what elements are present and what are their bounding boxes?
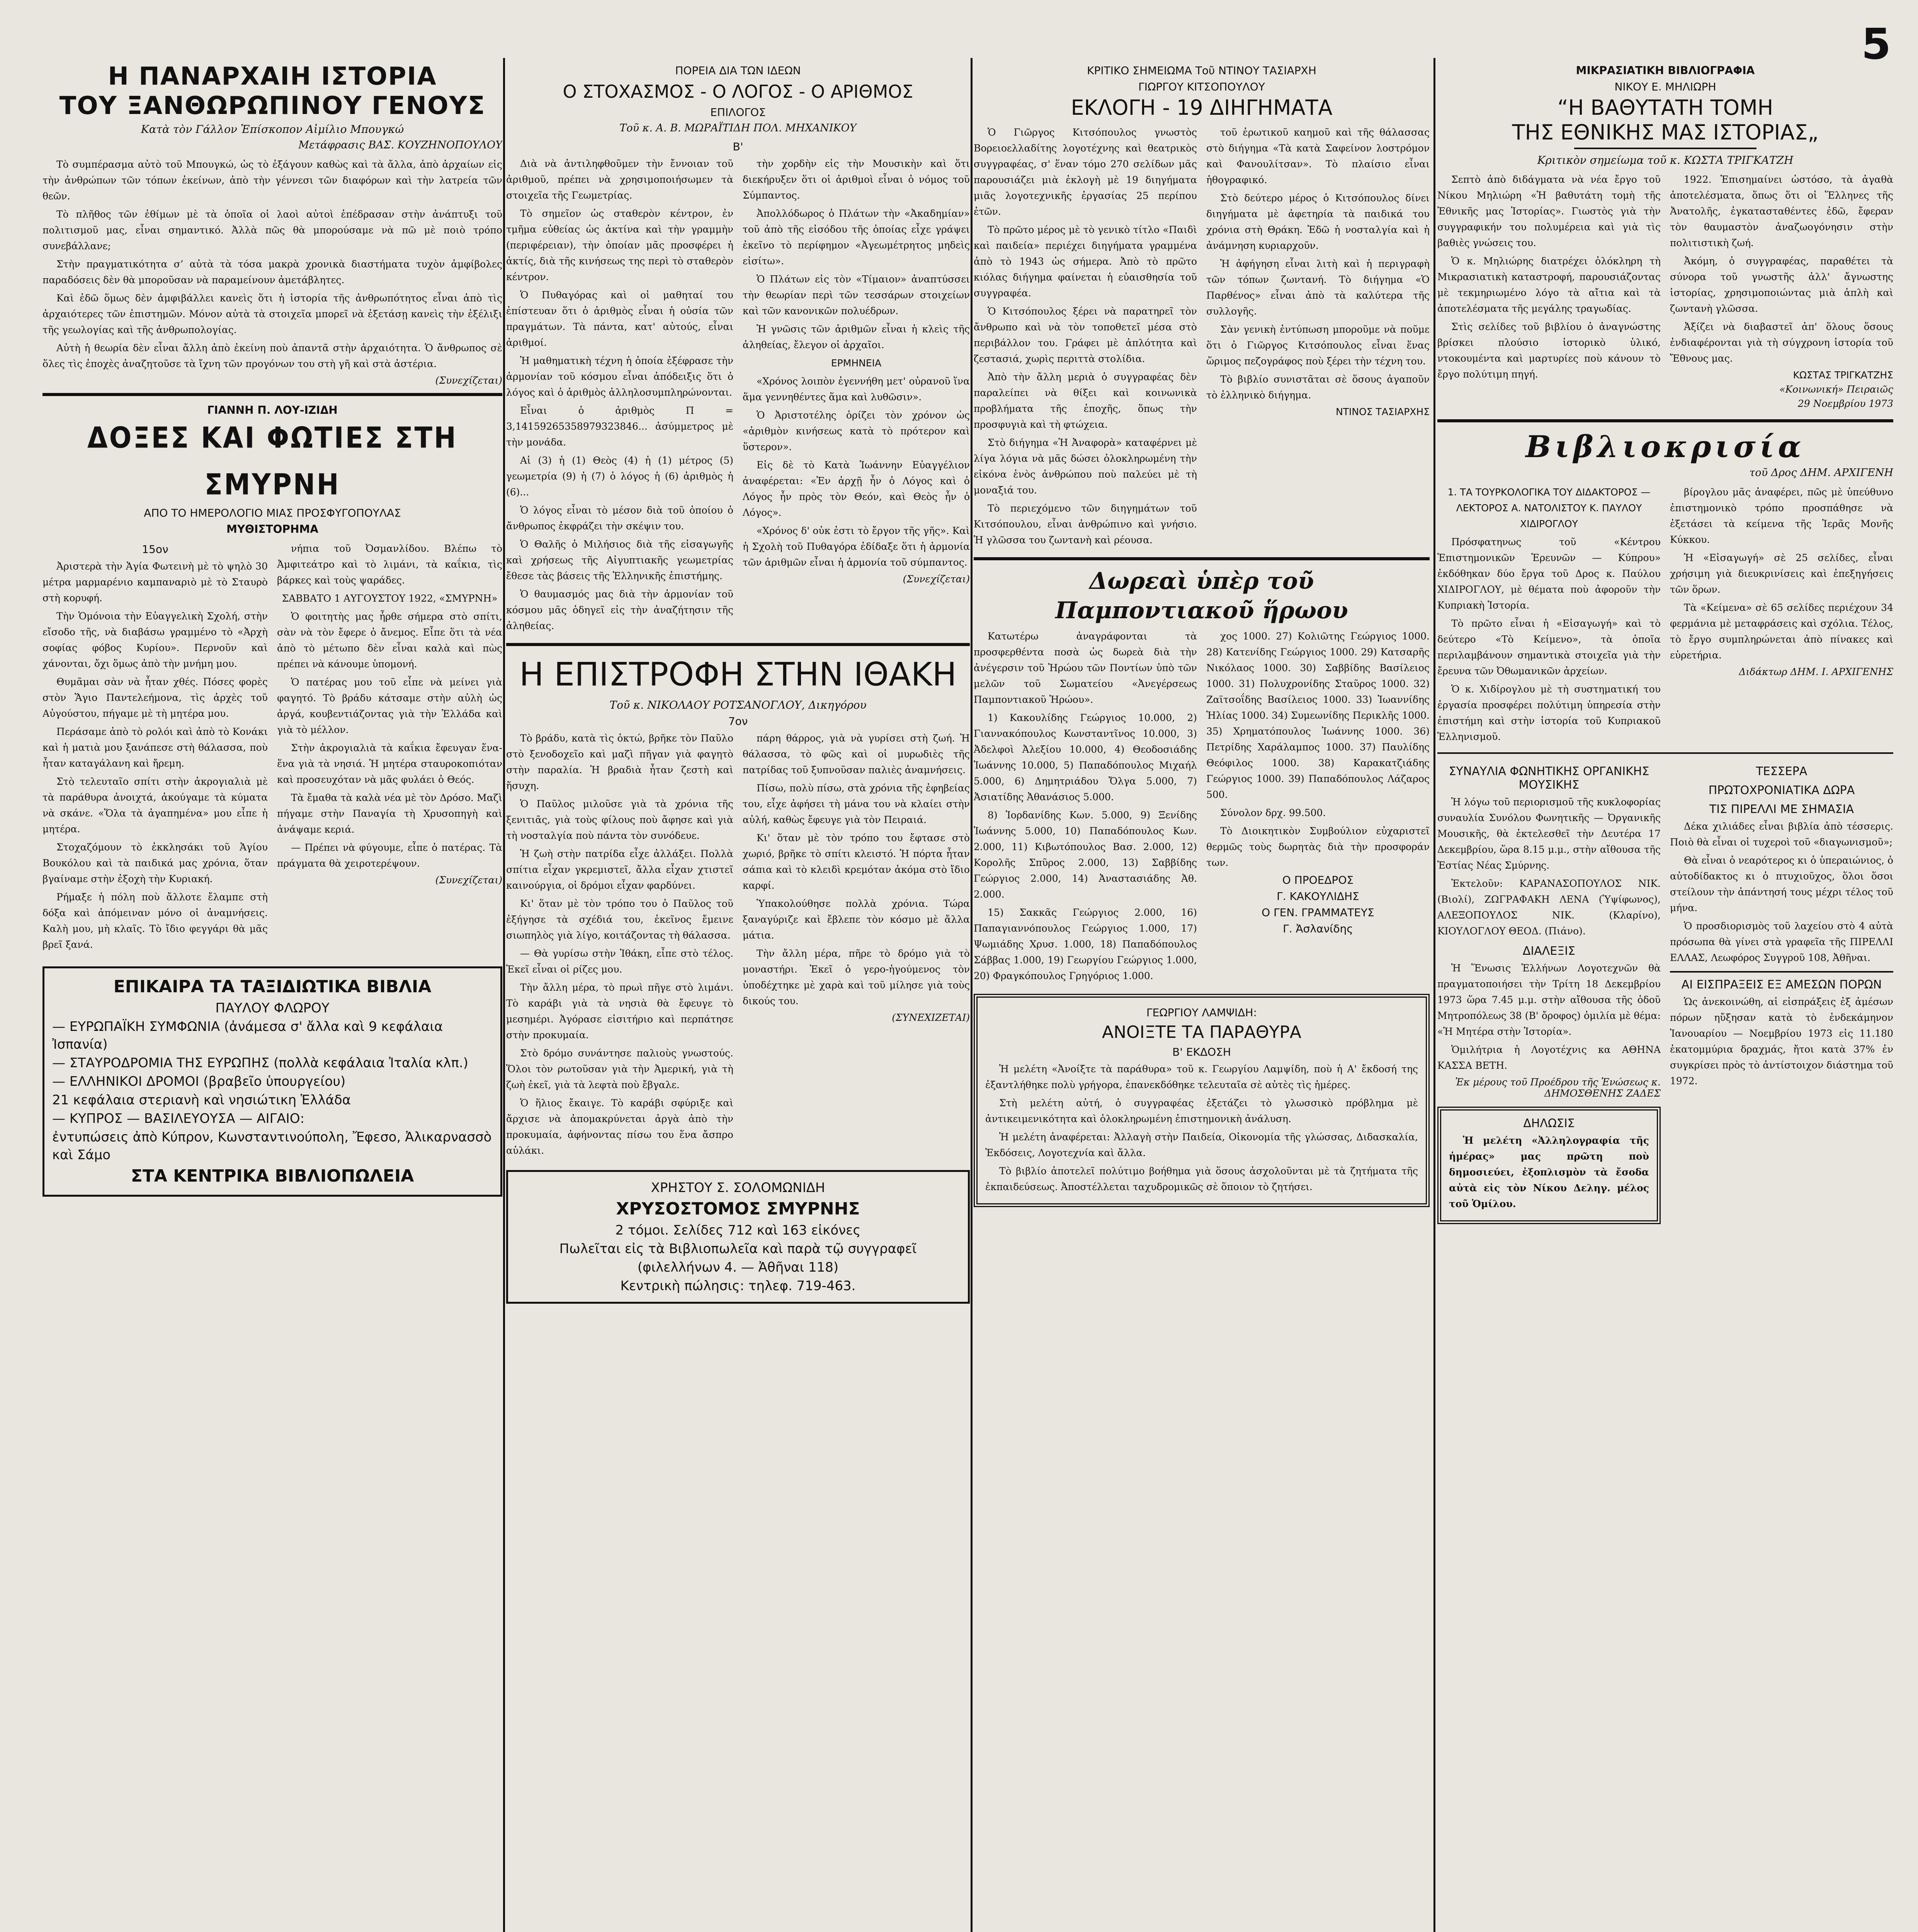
author: Τοῦ κ. Α. Β. ΜΩΡΑΪΤΙΔΗ ΠΟΛ. ΜΗΧΑΝΙΚΟΥ [619, 122, 857, 134]
headline: Η ΠΑΝΑΡΧΑΙΗ ΙΣΤΟΡΙΑ [108, 62, 437, 91]
paragraph: τοῦ ἐρωτικοῦ καημοῦ καὶ τῆς θάλασσας στὸ διήγημα «Τὰ κατὰ Σαφείνον λοστρόμον καὶ Φανουλίτσαν». Τὸ πλαίσιο εἶναι ἡθογραφικό. [1206, 127, 1430, 185]
paragraph: Σὰν γενικὴ ἐντύπωση μποροῦμε νὰ ποῦμε ὅτι ὁ Γιῶργος Κιτσόπουλος εἶναι ἕνας ὥριμος πεζογράφος ποὺ ξέρει τὴν τέχνη του. [1206, 324, 1430, 367]
sign-title: Ο ΓΕΝ. ΓΡΑΜΜΑΤΕΥΣ [1262, 906, 1374, 919]
paragraph: Ὁ προσδιορισμὸς τοῦ λαχείου στὸ 4 αὐτὰ πρόσωπα θὰ γίνει στὰ γραφεῖα τῆς ΠΙΡΕΛΛΙ ΕΛΛΑΣ, Λεωφόρος Συγγροῦ 108, Ἀθῆναι. [1670, 920, 1893, 963]
headline: Ο ΣΤΟΧΑΣΜΟΣ - Ο ΛΟΓΟΣ - Ο ΑΡΙΘΜΟΣ [563, 81, 913, 102]
notice-title: ΔΗΛΩΣΙΣ [1523, 1117, 1575, 1130]
paragraph: Αὐτὴ ἡ θεωρία δὲν εἶναι ἄλλη ἀπὸ ἐκείνη ποὺ ἀπαντᾶ στὴν ἀρχαιότητα. Ὁ ἄνθρωπος σὲ ὅλες τὶς ἐποχὲς ἀναζητοῦσε τὰ ἴχνη τῶν προγόνων του στὴ γῆ καὶ στὰ ἀστέρια. [43, 342, 502, 369]
episode: 15ον [142, 543, 168, 556]
gifts-subtitle: ΤΙΣ ΠΙΡΕΛΛΙ ΜΕ ΣΗΜΑΣΙΑ [1709, 803, 1854, 816]
paragraph: «Χρόνος λοιπὸν ἐγεννήθη μετ' οὐρανοῦ ἵνα ἅμα γεννηθέντες ἅμα καὶ λυθῶσιν». [743, 376, 970, 403]
paragraph: Θυμᾶμαι σὰν νὰ ἦταν χθές. Πόσες φορὲς στὸν Ἅγιο Παντελεήμονα, τὶς ἀρχὲς τοῦ Αὐγούστου, πήγαμε μὲ τὴ μητέρα μου. [43, 676, 268, 719]
author: Τοῦ κ. ΝΙΚΟΛΑΟΥ ΡΟΤΣΑΝΟΓΛΟΥ, Δικηγόρου [609, 699, 867, 711]
paragraph: Ὁ κ. Μηλιώρης διατρέχει ὁλόκληρη τὴ Μικρασιατικὴ καταστροφή, παρουσιάζοντας μὲ τεκμηριωμένο λόγο τὰ αἴτια καὶ τὰ ἀποτελέσματα τῆς μεγάλης τραγωδίας. [1437, 255, 1661, 314]
paragraph: — Θὰ γυρίσω στὴν Ἰθάκη, εἶπε στὸ τέλος. Ἐκεῖ εἶναι οἱ ρίζες μου. [506, 948, 733, 975]
signature-place: «Κοινωνική» Πειραιῶς [1779, 384, 1893, 395]
ad-line: Πωλεῖται εἰς τὰ Βιβλιοπωλεῖα καὶ παρὰ τῷ συγγραφεῖ [559, 1241, 917, 1257]
ad-item: — ΕΛΛΗΝΙΚΟΙ ΔΡΟΜΟΙ (βραβεῖο ὑπουργείου) [52, 1074, 346, 1089]
box-author: ΓΕΩΡΓΙΟΥ ΛΑΜΨΙΔΗ: [1146, 1006, 1257, 1019]
paragraph: Ἡ λόγω τοῦ περιορισμοῦ τῆς κυκλοφορίας συναυλία Συνόλου Φωνητικῆς — Ὀργανικῆς Μουσικῆς, θὰ ἐκτελεσθεῖ τὴν Δευτέρα 17 Δεκεμβρίου, ὥρα 8.15 μ.μ., στὴν αἴθουσα τῆς Ἑστίας Νέας Σμύρνης. [1437, 796, 1661, 871]
paragraph: Ὁ Πυθαγόρας καὶ οἱ μαθηταί του ἐπίστευαν ὅτι ὁ ἀριθμὸς εἶναι ἡ οὐσία τῶν πραγμάτων. Τὰ πάντα, κατ' αὐτούς, εἶναι ἀριθμοί. [506, 289, 733, 348]
paragraph: Ὁ πατέρας μου τοῦ εἶπε νὰ μείνει γιὰ φαγητό. Τὸ βράδυ κάτσαμε στὴν αὐλὴ ὡς ἀργά, κουβεντιάζοντας γιὰ τὴν Ἑλλάδα καὶ γιὰ τὸ μέλλον. [277, 677, 502, 735]
section-title: Βιβλιοκρισία [1525, 429, 1805, 464]
subtitle: Κατὰ τὸν Γάλλον Ἐπίσκοπον Αἰμίλιο Μπουγκώ [141, 123, 404, 136]
paragraph: Ἐκτελοῦν: ΚΑΡΑΝΑΣΟΠΟΥΛΟΣ ΝΙΚ. (Βιολί), ΖΩΓΡΑΦΑΚΗ ΛΕΝΑ (Ὑψίφωνος), ΑΛΕΞΟΠΟΥΛΟΣ ΝΙΚ. (Κλαρίνο), ΚΙΟΥΛΟΓΛΟΥ ΘΕΟΔ. (Πιάνο). [1437, 878, 1661, 937]
paragraph: — Πρέπει νὰ φύγουμε, εἶπε ὁ πατέρας. Τὰ πράγματα θὰ χειροτερέψουν. [277, 842, 502, 869]
paragraph: Πρόσφατηνως τοῦ «Κέντρου Ἐπιστημονικῶν Ἐρευνῶν — Κύπρου» ἐκδόθηκαν δύο ἔργα τοῦ Δρος κ. Παύλου ΧΙΔΙΡΟΓΛΟΥ, μὲ θέματα ποὺ ἀφοροῦν τὴν Κυπριακὴ Ἱστορία. [1437, 536, 1661, 611]
ad-item: — ΕΥΡΩΠΑΪΚΗ ΣΥΜΦΩΝΙΑ (ἀνάμεσα σ' ἄλλα καὶ 9 κεφάλαια Ἰσπανία) [52, 1019, 443, 1052]
signature: ΝΤΙΝΟΣ ΤΑΣΙΑΡΧΗΣ [1336, 406, 1430, 417]
paragraph: Ὁ Θαλῆς ὁ Μιλήσιος διὰ τῆς εἰσαγωγῆς καὶ χρήσεως τῆς Αἰγυπτιακῆς γεωμετρίας ἔθεσε τὰς βάσεις τῆς Ἑλληνικῆς ἐπιστήμης. [506, 539, 733, 582]
ad-item: 21 κεφάλαια στεριανὴ καὶ νησιώτικη Ἑλλάδα [52, 1092, 351, 1108]
divider [1670, 971, 1893, 973]
notice-text: Ἡ μελέτη «Ἀλληλογραφία τῆς ἡμέρας» μας πρῶτη ποὺ δημοσιεύει, ἐξοπλισμὸν τὰ ἔσοδα αὐτὰ εἰς τὸν Νίκου Δεληγ. μέλος τοῦ Ὁμίλου. [1449, 1135, 1649, 1209]
paragraph: Περάσαμε ἀπὸ τὸ ρολόι καὶ ἀπὸ τὸ Κονάκι καὶ ἡ ματιὰ μου ξανάπεσε στὴ θάλασσα, ποὺ ἦταν καταγάλανη καὶ ἤρεμη. [43, 726, 268, 769]
paragraph: Κι' ὅταν μὲ τὸν τρόπο του ὁ Παῦλος τοῦ ἐξήγησε τὰ σχέδιά του, ἐκεῖνος ἔμεινε σιωπηλὸς γιὰ λίγο, κοιτάζοντας τὴ θάλασσα. [506, 898, 733, 941]
story-ithaki [506, 653, 970, 1161]
paragraph: Ὁ Πλάτων εἰς τὸν «Τίμαιον» ἀναπτύσσει τὴν θεωρίαν περὶ τῶν τεσσάρων στοιχείων καὶ τῶν κανονικῶν πολυέδρων. [743, 274, 970, 316]
box-edition: Β' ΕΚΔΟΣΗ [1172, 1046, 1231, 1058]
headline-line2: Παμποντιακοῦ ἥρωου [1055, 597, 1348, 624]
travel-books-ad [43, 966, 502, 1197]
paragraph: Ἀπὸ τὴν ἄλλη μεριὰ ὁ συγγραφέας δὲν παραλείπει νὰ θίξει καὶ κοινωνικὰ προβλήματα τῆς ἐποχῆς, ὅπως τὴν προσφυγιὰ καὶ τὴ φτώχεια. [974, 371, 1197, 430]
sign-name: Γ. Ἀσλανίδης [1283, 922, 1353, 935]
divider [1437, 752, 1893, 754]
reviewer: Κριτικὸν σημείωμα τοῦ κ. ΚΩΣΤΑ ΤΡΙΓΚΑΤΖΗ [1537, 154, 1794, 167]
headline: ΕΚΛΟΓΗ - 19 ΔΙΗΓΗΜΑΤΑ [1071, 95, 1333, 120]
continued-note: (Συνεχίζεται) [435, 375, 502, 386]
paragraph: Στὸ δρόμο συνάντησε παλιοὺς γνωστούς. Ὅλοι τὸν ρωτοῦσαν γιὰ τὴν Ἀμερική, γιὰ τὴ ζωὴ ἐκεῖ, γιὰ τὰ λεφτὰ ποὺ ἔβγαλε. [506, 1048, 733, 1090]
continued-note: (Συνεχίζεται) [435, 874, 502, 886]
paragraph: Ὁ φοιτητὴς μας ἦρθε σήμερα στὸ σπίτι, σὰν νὰ τὸν ἔφερε ὁ ἄνεμος. Εἶπε ὅτι τὰ νέα ἀπὸ τὸ μέτωπο δὲν εἶναι καλὰ καὶ πὼς πρέπει νὰ κάνουμε ὑπομονή. [277, 611, 502, 670]
signature: Ἐκ μέρους τοῦ Προέδρου τῆς Ἑνώσεως κ. ΔΗΜΟΣΘΕΝΗΣ ΖΑΔΕΣ [1455, 1077, 1661, 1099]
series-label: ΚΡΙΤΙΚΟ ΣΗΜΕΙΩΜΑ Τοῦ ΝΤΙΝΟΥ ΤΑΣΙΑΡΧΗ [1087, 64, 1316, 77]
smyrni-right [277, 541, 502, 955]
paragraph: Στὴν ἀκρογιαλιὰ τὰ καΐκια ἔφευγαν ἕνα-ἕνα γιὰ τὰ νησιά. Ἡ μητέρα σταυροκοπιόταν καὶ προσευχόταν νὰ μᾶς φυλάει ὁ Θεός. [277, 742, 502, 785]
subtitle: ΑΠΟ ΤΟ ΗΜΕΡΟΛΟΓΙΟ ΜΙΑΣ ΠΡΟΣΦΥΓΟΠΟΥΛΑΣ [144, 507, 401, 519]
ad-line: (φιλελλήνων 4. — Ἀθῆναι 118) [637, 1260, 839, 1275]
series-label: ΠΟΡΕΙΑ ΔΙΑ ΤΩΝ ΙΔΕΩΝ [675, 64, 801, 77]
concert-title: ΣΥΝΑΥΛΙΑ ΦΩΝΗΤΙΚΗΣ ΟΡΓΑΝΙΚΗΣ ΜΟΥΣΙΚΗΣ [1449, 765, 1649, 792]
paragraph: Τὴν Ὁμόνοια τὴν Εὐαγγελικὴ Σχολή, στὴν εἴσοδο τῆς, νὰ διαβάσω γραμμένο τὸ «Ἀρχὴ σοφίας φόβος Κυρίου». Περνοῦν καὶ χάνονται, ὄχι ὅμως ἀπὸ τὴν μνήμη μου. [43, 611, 268, 669]
section-label: ΕΠΙΛΟΓΟΣ [710, 106, 766, 119]
paragraph: Τὸ Διοικητικὸν Συμβούλιον εὐχαριστεῖ θερμῶς τοὺς δωρητὰς διὰ τὴν προσφοράν των. [1206, 825, 1430, 868]
book-author: ΓΙΩΡΓΟΥ ΚΙΤΣΟΠΟΥΛΟΥ [1138, 80, 1265, 93]
ad-author: ΠΑΥΛΟΥ ΦΛΩΡΟΥ [215, 1000, 330, 1016]
paragraph: Ἡ γνῶσις τῶν ἀριθμῶν εἶναι ἡ κλεὶς τῆς ἀληθείας, ἔλεγον οἱ ἀρχαῖοι. [743, 323, 970, 350]
paragraph: Σεπτὸ ἀπὸ διδάγματα νὰ νέα ἔργο τοῦ Νίκου Μηλιώρη «Ἡ βαθυτάτη τομὴ τῆς Ἐθνικῆς μας Ἱστορίας». Γιωστὸς γιὰ τὴν συγγραφικήν του πολυμέρεια καὶ γιὰ τὶς βαθιὲς γνώσεις του. [1437, 174, 1661, 248]
paragraph: Ὡς ἀνεκοινώθη, αἱ εἰσπράξεις ἐξ ἀμέσων πόρων ηὔξησαν κατὰ τὸ ἐνδεκάμηνον Ἰανουαρίου — Νοεμβρίου 1973 εἰς 11.180 ἑκατομμύρια δραχμάς, ἤτοι κατὰ 37% ἐν συγκρίσει πρὸς τὸ ἀντίστοιχον διάστημα τοῦ 1972. [1670, 996, 1893, 1087]
paragraph: Ὑπακολούθησε πολλὰ χρόνια. Τώρα ξαναγύριζε καὶ ἔβλεπε τὸν κόσμο μὲ ἄλλα μάτια. [743, 898, 970, 941]
ad-item: — ΣΤΑΥΡΟΔΡΟΜΙΑ ΤΗΣ ΕΥΡΩΠΗΣ (πολλὰ κεφάλαια Ἰταλία κλπ.) [52, 1055, 468, 1071]
paragraph: Εἶναι ὁ ἀριθμὸς Π = 3,14159265358979323846... ἀσύμμετρος μὲ τὴν μονάδα. [506, 405, 733, 448]
windows-book-box [974, 994, 1430, 1207]
headline: Η ΕΠΙΣΤΡΟΦΗ ΣΤΗΝ ΙΘΑΚΗ [519, 655, 957, 693]
paragraph: Τὰ «Κείμενα» σὲ 65 σελίδες περιέχουν 34 φερμάνια μὲ μεταφράσεις καὶ σχόλια. Τέλος, τὸ ἔργο συμπληρώνεται ἀπὸ πίνακες καὶ εὑρετήρια. [1670, 602, 1893, 661]
article-smyrni [43, 403, 502, 955]
continued-note: (ΣΥΝΕΧΙΖΕΤΑΙ) [892, 1012, 970, 1023]
paragraph: Τὸ πλῆθος τῶν ἐθίμων μὲ τὰ ὁποῖα οἱ λαοὶ αὐτοὶ ἐπέδρασαν στὴν ἀνάπτυξι τοῦ πολιτισμοῦ μας, εἶναι σημαντικό. Ἀλλὰ πῶς θὰ μπορούσαμε νὰ πῶ μὲ ποιὸ τρόπο συνεβάλλανε; [43, 209, 502, 252]
paragraph: Ὁ Κιτσόπουλος ξέρει νὰ παρατηρεῖ τὸν ἄνθρωπο καὶ νὰ τὸν τοποθετεῖ μέσα στὸ περιβάλλον του. Γράφει μὲ ἁπλότητα καὶ ζεστασιά, χωρὶς περιττὰ στολίδια. [974, 306, 1197, 364]
paragraph: Ἡ Ἕνωσις Ἑλλήνων Λογοτεχνῶν θὰ πραγματοποιήσει τὴν Τρίτη 18 Δεκεμβρίου 1973 ὥρα 7.45 μ.μ. στὴν αἴθουσα τῆς ὁδοῦ Μητροπόλεως 38 (Β' ὄροφος) ὁμιλία μὲ θέμα: «Ἡ Μητέρα στὴν Ἱστορία». [1437, 963, 1661, 1037]
paragraph: Ἡ «Εἰσαγωγή» σὲ 25 σελίδες, εἶναι χρήσιμη γιὰ διευκρινίσεις καὶ ἐπεξηγήσεις τῶν ὅρων. [1670, 552, 1893, 595]
box-title: ΑΝΟΙΞΤΕ ΤΑ ΠΑΡΑΘΥΡΑ [1102, 1022, 1301, 1042]
paragraph: βίρογλου μᾶς ἀναφέρει, πῶς μὲ ὑπεύθυνο ἐπιστημονικὸ τρόπο προσπάθησε νὰ ἐξετάσει τὰ κείμενα τῆς Ἰερᾶς Μονῆς Κύκκου. [1670, 486, 1893, 545]
paragraph: Ὁ Παῦλος μιλοῦσε γιὰ τὰ χρόνια τῆς ξενιτιᾶς, γιὰ τοὺς φίλους ποὺ ἄφησε καὶ γιὰ τὴ νοσταλγία ποὺ πάντα τὸν συνόδευε. [506, 798, 733, 841]
divider [1574, 148, 1756, 149]
series-label: ΜΙΚΡΑΣΙΑΤΙΚΗ ΒΙΒΛΙΟΓΡΑΦΙΑ [1576, 64, 1755, 77]
ad-title: ΧΡΥΣΟΣΤΟΜΟΣ ΣΜΥΡΝΗΣ [616, 1199, 860, 1219]
sign-name: Γ. ΚΑΚΟΥΛΙΔΗΣ [1277, 890, 1359, 903]
continued-note: (Συνεχίζεται) [903, 573, 970, 585]
paragraph: Ἡ ζωὴ στὴν πατρίδα εἶχε ἀλλάξει. Πολλὰ σπίτια εἶχαν γκρεμιστεῖ, ἄλλα εἶχαν χτιστεῖ καινούργια, οἱ δρόμοι εἶχαν φαρδύνει. [506, 848, 733, 891]
paragraph: Στοχαζόμουν τὸ ἐκκλησάκι τοῦ Ἁγίου Βουκόλου καὶ τὰ παιδικά μας χρόνια, ὅταν βγαίναμε στὴν ἐξοχὴ τὴν Κυριακή. [43, 842, 268, 884]
paragraph: Τὸ βιβλίο συνιστᾶται σὲ ὅσους ἀγαποῦν τὸ ἑλληνικὸ διήγημα. [1206, 374, 1430, 401]
paragraph: Τὸ πρῶτο μέρος μὲ τὸ γενικὸ τίτλο «Παιδὶ καὶ παιδεία» περιέχει διηγήματα γραμμένα ἀπὸ τὸ 1943 ὡς σήμερα. Ἀπὸ τὸ πρῶτο κιόλας διήγημα φαίνεται ἡ εὐαισθησία τοῦ συγγραφέα. [974, 224, 1197, 299]
paragraph: Τὰ ἔμαθα τὰ καλὰ νέα μὲ τὸν Δρόσο. Μαζὶ πήγαμε στὴν Παναγία τὴ Χρυσοπηγὴ καὶ ἀνάψαμε κεριά. [277, 792, 502, 835]
sign-title: Ο ΠΡΟΕΔΡΟΣ [1282, 874, 1354, 886]
paragraph: Θὰ εἶναι ὁ νεαρότερος κι ὁ ὑπεραιώνιος, ὁ αὐτοδίδακτος κι ὁ πτυχιοῦχος, ὅλοι ὅσοι στείλουν τὴν ἀπάντησή τους μέχρι τέλος τοῦ μήνα. [1670, 855, 1893, 913]
lecture-title: ΔΙΑΛΕΞΙΣ [1522, 944, 1576, 958]
column-1 [43, 62, 502, 1932]
paragraph: Διὰ νὰ ἀντιληφθοῦμεν τὴν ἔννοιαν τοῦ ἀριθμοῦ, πρέπει νὰ χρησιμοποιήσωμεν τὰ στοιχεῖα τῆς Γεωμετρίας. [506, 158, 733, 201]
smyrni-left [43, 541, 268, 955]
book-author: ΝΙΚΟΥ Ε. ΜΗΛΙΩΡΗ [1614, 80, 1716, 93]
article-ancient-history [43, 62, 502, 386]
paragraph: Ὁ Γιῶργος Κιτσόπουλος γνωστὸς Βορειοελλαδίτης λογοτέχνης καὶ θεατρικὸς συγγραφέας, σ' ἕναν τόμο 270 σελίδων μᾶς παρουσιάζει μιὰ ἐκλογὴ μὲ 19 διηγήματα μιᾶς λογοτεχνικῆς ἐργασίας 25 περίπου ἐτῶν. [974, 127, 1197, 217]
paragraph: Κατωτέρω ἀναγράφονται τὰ προσφερθέντα ποσὰ ὡς δωρεὰ διὰ τὴν ἀνέγερσιν τοῦ Ἡρώου τῶν Ποντίων ὑπὸ τῶν μελῶν τοῦ Σωματείου «Ἀνεγέρσεως Παμποντιακοῦ Ἡρώου». [974, 631, 1197, 705]
paragraph: Στὸ δεύτερο μέρος ὁ Κιτσόπουλος δίνει διηγήματα μὲ ἀφετηρία τὰ παιδικά του χρόνια στὴ Θράκη. Ἐδῶ ἡ νοσταλγία καὶ ἡ ἀνάμνηση κυριαρχοῦν. [1206, 192, 1430, 251]
donor-list: 1) Κακουλίδης Γεώργιος 10.000, 2) Γιαννακόπουλος Κωνσταντῖνος 10.000, 3) Ἀδελφοὶ Ἀλεξίου 10.000, 4) Θεοδοσιάδης Ἰωάννης 10.000, 5) Παπαδόπουλος Μιχαήλ 5.000, 6) Δημητριάδου Ὄλγα 5.000, 7) Ἀσιατίδης Ἀθανάσιος 5.000. [974, 712, 1197, 803]
donor-list: 8) Ἰορδανίδης Κων. 5.000, 9) Ξενίδης Ἰωάννης 5.000, 10) Παπαδόπουλος Κων. 2.000, 11) Κιβωτόπουλος Βασ. 2.000, 12) Κορολῆς Σπῦρος 2.000, 13) Σαββίδης Γεώργιος 2.000, 14) Ἀναστασιάδης Ἀθ. 2.000. [974, 810, 1197, 900]
gifts-article [1670, 759, 1893, 1232]
item-title: 1. ΤΑ ΤΟΥΡΚΟΛΟΓΙΚΑ ΤΟΥ ΔΙΔΑΚΤΟΡΟΣ — ΛΕΚΤΟΡΟΣ Α. ΝΑΤΟΛΙΣΤΟΥ Κ. ΠΑΥΛΟΥ ΧΙΔΙΡΟΓΛΟΥ [1447, 486, 1651, 529]
divider [506, 643, 970, 646]
paragraph: Τὸ πρῶτο εἶναι ἡ «Εἰσαγωγή» καὶ τὸ δεύτερο «Τὸ Κείμενο», τὰ ὁποῖα περιλαμβάνουν σημαντικὰ στοιχεῖα γιὰ τὴν ἔρευνα τῶν Ὀθωμανικῶν ἀρχείων. [1437, 618, 1661, 677]
signature: ΚΩΣΤΑΣ ΤΡΙΓΚΑΤΖΗΣ [1793, 369, 1893, 381]
headline-line2: ΤΗΣ ΕΘΝΙΚΗΣ ΜΑΣ ΙΣΤΟΡΙΑΣ„ [1512, 120, 1819, 145]
paragraph: Τὸ συμπέρασμα αὐτὸ τοῦ Μπουγκώ, ὡς τὸ ἐξάγουν καθὼς καὶ τὰ ἄλλα, ἀπὸ ἀρχαίων εἰς τὴν ἀνθρώπων τῶν τόπων ἐκείνων, ἀπὸ τὴν γέννεσι τῶν διαφόρων καὶ τὴν λατρεία τῶν θεῶν. [43, 159, 502, 202]
paragraph: Στὸ διήγημα «Ἡ Ἀναφορὰ» καταφέρνει μὲ λίγα λόγια νὰ μᾶς δώσει ὁλοκληρωμένη τὴν εἰκόνα ἑνὸς ἀνθρώπου ποὺ παλεύει μὲ τὴ μοναξιά του. [974, 437, 1197, 496]
page-number: 5 [1861, 19, 1891, 69]
donor-list: 15) Σακκᾶς Γεώργιος 2.000, 16) Παπαγιαννόπουλος Γεώργιος 1.000, 17) Ψωμιάδης Χρυσ. 1.000, 18) Παπαδόπουλος Σάββας 1.000, 19) Γεωργίου Γεώργιος 1.000, 20) Φραγκόπουλος Γρηγόριος 1.000. [974, 907, 1197, 981]
gifts-subtitle: ΠΡΩΤΟΧΡΟΝΙΑΤΙΚΑ ΔΩΡΑ [1708, 784, 1855, 797]
paragraph: Ὁ λόγος εἶναι τὸ μέσον διὰ τοῦ ὁποίου ὁ ἄνθρωπος ἐκφράζει τὴν σκέψιν του. [506, 505, 733, 532]
episode: 7ον [728, 715, 748, 728]
paragraph: Ἡ μελέτη ἀναφέρεται: Ἀλλαγὴ στὴν Παιδεία, Οἰκονομία τῆς γλώσσας, Διδασκαλία, Ἐκδόσεις, Λογοτεχνία καὶ ἄλλα. [985, 1131, 1418, 1158]
gifts-title: ΤΕΣΣΕΡΑ [1756, 765, 1807, 778]
divider [974, 557, 1430, 560]
ad-line: 2 τόμοι. Σελίδες 712 καὶ 163 εἰκόνες [615, 1223, 861, 1238]
section-author: τοῦ Δρος ΔΗΜ. ΑΡΧΙΓΕΝΗ [1749, 467, 1893, 479]
paragraph: Στὴ μελέτη αὐτή, ὁ συγγραφέας ἐξετάζει τὸ γλωσσικὸ πρόβλημα μὲ ἀντικειμενικότητα καὶ ὁλοκληρωμένη ἐπιστημονικὴ ἀνάλυση. [985, 1097, 1418, 1124]
paragraph: Τὸ περιεχόμενο τῶν διηγημάτων τοῦ Κιτσόπουλου, εἶναι ἀνθρώπινο καὶ γνήσιο. Ἡ γλῶσσα του ζωντανὴ καὶ ρέουσα. [974, 503, 1197, 546]
paragraph: Στὸ τελευταῖο σπίτι στὴν ἀκρογιαλιὰ μὲ τὰ παράθυρα ἀνοιχτά, ἀκούγαμε τὰ κύματα νὰ σκάνε. «Ὅλα τὰ ἀγαπημένα» μου εἶπε ἡ μητέρα. [43, 776, 268, 835]
headline: Δωρεαὶ ὑπὲρ τοῦ [1089, 568, 1314, 595]
paragraph: Πίσω, πολὺ πίσω, στὰ χρόνια τῆς ἐφηβείας του, εἶχε ἀφήσει τὴ μάνα του νὰ κλαίει στὴν αὐλή, καθὼς ἔφευγε γιὰ τὸν Πειραιά. [743, 782, 970, 825]
column-rule [971, 58, 973, 1932]
author: ΓΙΑΝΝΗ Π. ΛΟΥ-ΙΖΙΔΗ [207, 404, 338, 417]
column-3 [974, 62, 1430, 1932]
paragraph: Ὁ Ἀριστοτέλης ὁρίζει τὸν χρόνον ὡς «ἀριθμὸν κινήσεως κατὰ τὸ πρότερον καὶ ὕστερον». [743, 410, 970, 452]
paragraph: Τὸ βιβλίο ἀποτελεῖ πολύτιμο βοήθημα γιὰ ὅσους ἀσχολοῦνται μὲ τὰ ζητήματα τῆς ἐκπαιδεύσεως. Ἀποστέλλεται ταχυδρομικῶς σὲ ὅποιον τὸ ζητήσει. [985, 1165, 1418, 1192]
paragraph: Τὴν ἄλλη μέρα, τὸ πρωὶ πῆγε στὸ λιμάνι. Τὸ καράβι γιὰ τὰ νησιὰ θὰ ἔφευγε τὸ μεσημέρι. Ἀγόρασε εἰσιτήριο καὶ περπάτησε στὴν προκυμαία. [506, 982, 733, 1041]
revenue-title: ΑΙ ΕΙΣΠΡΑΞΕΙΣ ΕΞ ΑΜΕΣΩΝ ΠΟΡΩΝ [1681, 978, 1882, 992]
column-rule [1433, 58, 1435, 1932]
donor-list: χος 1000. 27) Κολιῶτης Γεώργιος 1000. 28) Κατενίδης Γεώργιος 1000. 29) Κατσαρῆς Νικόλαος 1000. 30) Σαββίδης Βασίλειος 1000. 31) Πολυχρονίδης Σταῦρος 1000. 32) Ζαϊτσοΐδης Βασίλειος 1000. 33) Ἰωαννίδης Ἠλίας 1000. 34) Συμεωνίδης Περικλῆς 1000. 35) Χρηματόπουλος Ἰωάννης 1000. 36) Πετρίδης Χαράλαμπος 1000. 37) Παυλίδης Θεόφιλος 1000. 38) Καρακατζιάδης Γεώργιος 1000. 39) Παπαδόπουλος Λάζαρος 500. [1206, 631, 1430, 800]
total: Σύνολον δρχ. 99.500. [1220, 807, 1326, 818]
paragraph: Ἡ ἀφήγηση εἶναι λιτὴ καὶ ἡ περιγραφὴ τῶν τόπων ζωντανή. Τὸ διήγημα «Ὁ Παρθένος» εἶναι ἀπὸ τὰ καλύτερα τῆς συλλογῆς. [1206, 258, 1430, 317]
paragraph: Εἰς δὲ τὸ Κατὰ Ἰωάννην Εὐαγγέλιον ἀναφέρεται: «Ἐν ἀρχῇ ἦν ὁ Λόγος καὶ ὁ Λόγος ἦν πρὸς τὸν Θεόν, καὶ Θεὸς ἦν ὁ Λόγος». [743, 459, 970, 518]
genre: ΜΥΘΙΣΤΟΡΗΜΑ [226, 523, 318, 536]
ad-footer: ΣΤΑ ΚΕΝΤΡΙΚΑ ΒΙΒΛΙΟΠΩΛΕΙΑ [131, 1166, 414, 1186]
paragraph: Ἀξίζει νὰ διαβαστεῖ ἀπ' ὅλους ὅσους ἐνδιαφέρονται γιὰ τὴ σύγχρονη ἱστορία τοῦ Ἔθνους μας. [1670, 321, 1893, 364]
paragraph: Ἡ μελέτη «Ἀνοίξτε τὰ παράθυρα» τοῦ κ. Γεωργίου Λαμψίδη, ποὺ ἡ Α' ἔκδοσή της ἐξαντλήθηκε πολὺ γρήγορα, ἐπανεκδόθηκε τελευταῖα σὲ αὐτὲς τὶς ἡμέρες. [985, 1063, 1418, 1090]
column-2 [506, 62, 970, 1932]
paragraph: Δέκα χιλιάδες εἶναι βιβλία ἀπὸ τέσσερις. Ποιὸ θὰ εἶναι οἱ τυχεροὶ τοῦ «διαγωνισμοῦ»; [1670, 821, 1893, 848]
ad-line: Κεντρικὴ πώλησις: τηλεφ. 719-463. [620, 1278, 856, 1294]
paragraph: πάρη θάρρος, γιὰ νὰ γυρίσει στὴ ζωή. Ἡ θάλασσα, τὸ φῶς καὶ οἱ μυρωδιὲς τῆς πατρίδας τοῦ ξυπνοῦσαν παλιὲς ἀναμνήσεις. [743, 733, 970, 776]
paragraph: 1922. Ἐπισημαίνει ὡστόσο, τὰ ἀγαθὰ ἀποτελέσματα, ὅπως ὅτι οἱ Ἕλληνες τῆς Ἀνατολῆς, ἐγκατασταθέντες ἐδῶ, ἔφεραν τὸν θαυμαστὸν ἀναζωογόνησιν στὴν πολιτιστικὴ ζωή. [1670, 174, 1893, 248]
donations-article [974, 567, 1430, 986]
paragraph: Καὶ ἐδῶ ὅμως δὲν ἀμφιβάλλει κανεὶς ὅτι ἡ ἱστορία τῆς ἀνθρωπότητος εἶναι ἀπὸ τὶς ἀρχαιότερες τῶν ἐπιστημῶν. Μόνον αὐτὰ τὰ στοιχεῖα μπορεῖ νὰ ἐξετάσῃ κανεὶς τὴν ἐξέλιξι τῆς γεωλογίας καὶ τῆς ἀνθρωπολογίας. [43, 293, 502, 335]
paragraph: Ἀριστερὰ τὴν Ἁγία Φωτεινὴ μὲ τὸ ψηλὸ 30 μέτρα μαρμαρένιο καμπαναριὸ μὲ τὸ Σταυρὸ στὴ κορυφή. [43, 561, 268, 604]
paragraph: τὴν χορδὴν εἰς τὴν Μουσικὴν καὶ ὅτι διεκήρυξεν ὅτι οἱ ἀριθμοὶ εἶναι ὁ νόμος τοῦ Σύμπαντος. [743, 158, 970, 201]
paragraph: «Χρόνος δ' οὐκ ἐστι τὸ ἔργον τῆς γῆς». Καὶ ἡ Σχολὴ τοῦ Πυθαγόρα ἐδίδαξε ὅτι ἡ ἁρμονία τῶν ἀριθμῶν εἶναι ἡ ἁρμονία τοῦ σύμπαντος. [743, 525, 970, 568]
paragraph: Ρήμαξε ἡ πόλη ποὺ ἄλλοτε ἔλαμπε στὴ δόξα καὶ ἀπόμειναν μόνο οἱ ἀναμνήσεις. Καλὴ μου, μὴ κλαῖς. Τὸ ἴδιο φεγγάρι θὰ μᾶς βρεῖ ξανά. [43, 891, 268, 950]
review-body [974, 124, 1430, 550]
headline-line2: ΤΟΥ ΞΑΝΘΩΡΩΠΙΝΟΥ ΓΕΝΟΥΣ [59, 92, 486, 120]
ad-publisher: ΧΡΗΣΤΟΥ Σ. ΣΟΛΟΜΩΝΙΔΗ [651, 1180, 825, 1196]
paragraph: Ἀπολλόδωρος ὁ Πλάτων τὴν «Ἀκαδημίαν» τοῦ ἀπὸ τῆς εἰσόδου τῆς ὁποίας εἶχε γράψει ἐκεῖνο τὸ περίφημον «Ἀγεωμέτρητος μηδεὶς εἰσίτω». [743, 208, 970, 267]
ad-heading: ΕΠΙΚΑΙΡΑ ΤΑ ΤΑΞΙΔΙΩΤΙΚΑ ΒΙΒΛΙΑ [113, 977, 432, 997]
paragraph: Κι' ὅταν μὲ τὸν τρόπο του ἔφτασε στὸ χωριό, βρῆκε τὸ σπίτι κλειστό. Ἡ πόρτα ἦταν σάπια καὶ τὸ κλειδὶ κρεμόταν ἀκόμα στὸ ἴδιο καρφί. [743, 832, 970, 891]
paragraph: Ὁ κ. Χιδίρογλου μὲ τὴ συστηματική του ἐργασία προσφέρει πολύτιμη ὑπηρεσία στὴν ἐπιστήμη καὶ στὴν ἱστορία τοῦ Κυπριακοῦ Ἑλληνισμοῦ. [1437, 684, 1661, 742]
paragraph: Ὁ θαυμασμός μας διὰ τὴν ἀρμονίαν τοῦ κόσμου μᾶς ὁδηγεῖ εἰς τὴν ἀναζήτησιν τῆς ἀληθείας. [506, 588, 733, 631]
divider [43, 393, 502, 396]
paragraph: νήπια τοῦ Ὀσμανλίδου. Βλέπω τὸ Ἀμφιτεάτρο καὶ τὸ λιμάνι, τὰ καΐκια, τὶς βάρκες καὶ τοὺς ψαράδες. [277, 543, 502, 586]
paragraph: Τὸ σημεῖον ὡς σταθερὸν κέντρον, ἐν τμῆμα εὐθείας ὡς ἀκτίνα καὶ τὴν γραμμὴν (περιφέρειαν), τὴν ὁποίαν μᾶς προσφέρει ἡ ἀκτίς, διὰ τῆς κινήσεως της περὶ τὸ σταθερὸν κέντρον. [506, 208, 733, 282]
book-review-section [1437, 429, 1893, 747]
headline: “Η ΒΑΘΥΤΑΤΗ ΤΟΜΗ [1557, 95, 1773, 120]
paragraph: Στὶς σελίδες τοῦ βιβλίου ὁ ἀναγνώστης βρίσκει πλούσιο ἱστορικὸ ὑλικό, ντοκουμέντα καὶ μαρτυρίες ποὺ κάνουν τὸ ἔργο πολύτιμη πηγή. [1437, 321, 1661, 380]
paragraph: Τὸ βράδυ, κατὰ τὶς ὀκτώ, βρῆκε τὸν Παῦλο στὸ ξενοδοχεῖο καὶ μαζὶ πῆγαν γιὰ φαγητὸ στὴν παραλία. Ἡ βραδιὰ ἦταν ζεστὴ καὶ ἥσυχη. [506, 733, 733, 791]
signature: Διδάκτωρ ΔΗΜ. Ι. ΑΡΧΙΓΕΝΗΣ [1739, 666, 1893, 677]
paragraph: Ἡ μαθηματικὴ τέχνη ἡ ὁποία ἐξέφρασε τὴν ἁρμονίαν τοῦ κόσμου εἶναι ἀπόδειξις ὅτι ὁ λόγος καὶ ὁ ἀριθμὸς ἀλληλοσυμπληρώνονται. [506, 355, 733, 398]
headline: ΔΟΞΕΣ ΚΑΙ ΦΩΤΙΕΣ ΣΤΗ ΣΜΥΡΝΗ [87, 421, 457, 502]
date-heading: ΣΑΒΒΑΤΟ 1 ΑΥΓΟΥΣΤΟΥ 1922, «ΣΜΥΡΝΗ» [282, 593, 498, 604]
concert-and-lecture [1437, 759, 1661, 1232]
paragraph: Ἀκόμη, ὁ συγγραφέας, παραθέτει τὰ σύνορα τοῦ γνωστῆς ἀλλ' ἄγνωστης ἱστορίας, χρησιμοποιώντας μιὰ ἁπλὴ καὶ ζωντανὴ γλῶσσα. [1670, 255, 1893, 314]
column-rule [503, 58, 505, 1932]
chrysostomos-ad [506, 1170, 970, 1304]
divider [1437, 419, 1893, 422]
paragraph: Τὴν ἄλλη μέρα, πῆρε τὸ δρόμο γιὰ τὸ μοναστήρι. Ἐκεῖ ὁ γερο-ἡγούμενος τὸν ὑποδέχτηκε μὲ χαρὰ καὶ τοῦ μίλησε γιὰ τοὺς δικούς του. [743, 948, 970, 1007]
notice-box [1437, 1107, 1661, 1224]
subheading: ΕΡΜΗΝΕΙΑ [831, 357, 882, 369]
ad-item: — ΚΥΠΡΟΣ — ΒΑΣΙΛΕΥΟΥΣΑ — ΑΙΓΑΙΟ: [52, 1111, 305, 1126]
paragraph: Ὁ ἥλιος ἔκαιγε. Τὸ καράβι σφύριξε καὶ ἄρχισε νὰ ἀπομακρύνεται ἀργὰ ἀπὸ τὴν προκυμαία, ἀφήνοντας πίσω του ἕνα ἄσπρο αὐλάκι. [506, 1097, 733, 1156]
ad-item: ἐντυπώσεις ἀπὸ Κύπρον, Κωνσταντινούπολη, Ἔφεσο, Ἀλικαρνασσὸ καὶ Σάμο [52, 1129, 492, 1163]
paragraph: Ὁμιλήτρια ἡ Λογοτέχνις κα ΑΘΗΝΑ ΚΑΣΣΑ ΒΕΤΗ. [1437, 1044, 1661, 1071]
paragraph: Αἱ (3) ἡ (1) Θεὸς (4) ἡ (1) μέτρος (5) γεωμετρία (9) ἡ (7) ὁ λόγος ἡ (6) ἀριθμὸς ἡ (6)... [506, 455, 733, 498]
signature-date: 29 Νοεμβρίου 1973 [1797, 398, 1893, 409]
translator: Μετάφρασις ΒΑΣ. ΚΟΥΖΗΝΟΠΟΥΛΟΥ [298, 139, 502, 151]
paragraph: Στὴν πραγματικότητα σ’ αὐτὰ τὰ τόσα μακρὰ χρονικὰ διαστήματα τυχὸν ἀμφίβολες παραδόσεις δὲν θὰ μποροῦσαν νὰ παραμείνουν ἀμετάβλητες. [43, 259, 502, 286]
essay-body [506, 156, 970, 636]
section-number: Β' [733, 140, 743, 153]
column-4 [1437, 62, 1893, 1932]
